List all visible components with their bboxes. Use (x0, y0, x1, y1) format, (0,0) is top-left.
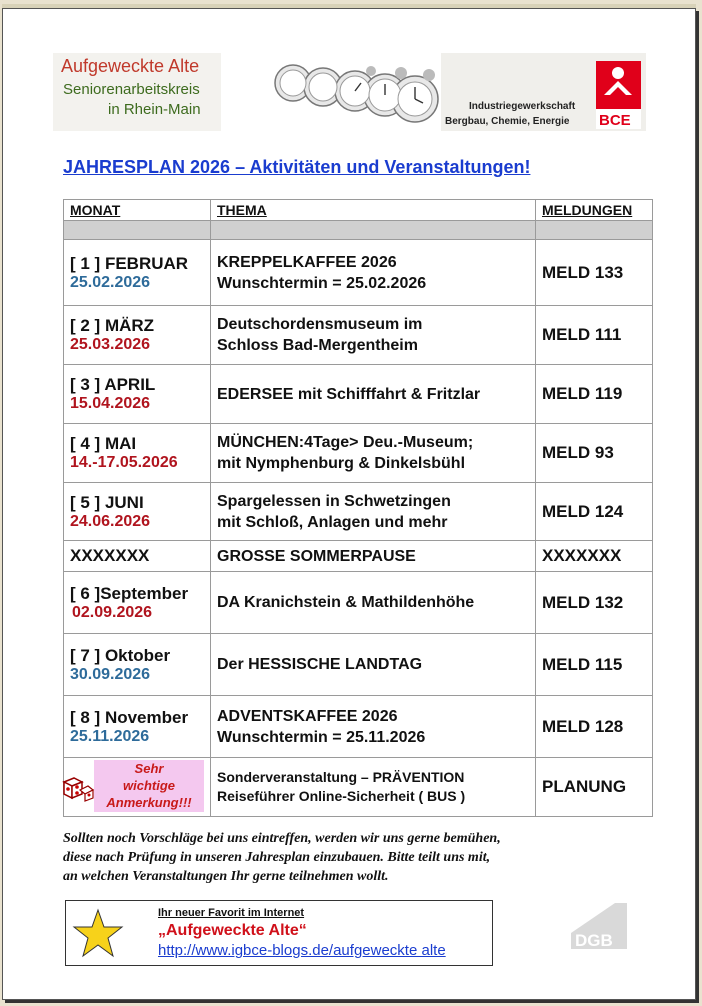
header-meldungen: MELDUNGEN (536, 200, 653, 221)
row-month: [ 4 ] MAI (70, 434, 137, 453)
row-month: XXXXXXX (70, 546, 150, 565)
dice-icon (60, 772, 94, 802)
row-meld: MELD 115 (542, 654, 623, 674)
spacer-row (64, 221, 653, 240)
note-line: wichtige (122, 778, 175, 793)
table-row (64, 240, 653, 306)
note-line: Sehr (134, 761, 164, 776)
important-note-badge (94, 760, 204, 812)
special-note-cell (64, 758, 210, 816)
row-meld: MELD 132 (542, 592, 624, 612)
union-name: Industriegewerkschaft (469, 101, 576, 112)
row-date: 02.09.2026 (72, 603, 153, 621)
row-month: [ 5 ] JUNI (70, 492, 144, 512)
row-meld: MELD 128 (542, 716, 624, 736)
row-date: 15.04.2026 (70, 395, 151, 412)
row-month: [ 8 ] November (70, 707, 189, 727)
row-theme-detail: Schloss Bad-Mergentheim (217, 337, 418, 354)
row-month: [ 1 ] FEBRUAR (70, 253, 189, 273)
logo-region: in Rhein-Main (108, 101, 201, 118)
row-date: 25.02.2026 (70, 273, 151, 291)
row-theme-detail: Wunschtermin = 25.02.2026 (217, 274, 427, 292)
closing-line: an welchen Veranstaltungen Ihr gerne teilnehmen wollt. (63, 869, 389, 884)
igbce-logo (441, 53, 646, 131)
row-date: 30.09.2026 (70, 665, 151, 683)
table-row (64, 634, 653, 696)
table-row-summer-break (64, 541, 653, 572)
favorite-label: Ihr neuer Favorit im Internet (158, 907, 305, 919)
row-theme: ADVENTSKAFFEE 2026 (217, 707, 398, 725)
row-month: [ 6 ]September (70, 583, 189, 603)
row-meld: MELD 119 (542, 384, 623, 403)
favorite-box (65, 900, 493, 966)
row-theme-detail: mit Nymphenburg & Dinkelsbühl (217, 455, 466, 472)
row-meld: MELD 111 (542, 325, 622, 344)
table-row (64, 483, 653, 541)
bce-emblem (596, 61, 641, 129)
table-row (64, 696, 653, 758)
page-title: JAHRESPLAN 2026 – Aktivitäten und Veranstaltungen! (63, 157, 531, 177)
header-thema: THEMA (211, 200, 536, 221)
table-row (64, 306, 653, 365)
closing-line: Sollten noch Vorschläge bei uns eintreffen, werden wir uns gerne bemühen, (63, 831, 501, 846)
document-page (2, 8, 696, 1000)
row-theme: KREPPELKAFFEE 2026 (217, 253, 397, 271)
row-meld: MELD 93 (542, 443, 614, 462)
dgb-logo (567, 899, 631, 953)
row-theme-detail: Wunschtermin = 25.11.2026 (217, 728, 426, 746)
note-line: Anmerkung!!! (106, 795, 192, 810)
header-banner (53, 53, 647, 131)
row-theme-detail: mit Schloß, Anlagen und mehr (217, 513, 448, 531)
aufgeweckte-alte-logo (53, 53, 221, 131)
table-row (64, 572, 653, 634)
logo-title: Aufgeweckte Alte (61, 56, 200, 76)
row-month: [ 7 ] Oktober (70, 645, 171, 665)
table-row-special (64, 758, 653, 817)
alarm-clocks-image (263, 55, 443, 131)
row-meld: MELD 124 (542, 501, 624, 521)
favorite-link[interactable]: http://www.igbce-blogs.de/aufgeweckte alte (158, 942, 446, 959)
closing-line: diese nach Prüfung in unseren Jahresplan einzubauen. Bitte teilt uns mit, (63, 850, 491, 865)
table-row (64, 424, 653, 483)
bce-text: BCE (599, 112, 631, 129)
table-row (64, 365, 653, 424)
favorite-name: „Aufgeweckte Alte“ (158, 922, 307, 939)
union-sectors: Bergbau, Chemie, Energie (445, 116, 570, 127)
annual-plan-table (63, 199, 653, 817)
row-meld: PLANUNG (542, 777, 627, 796)
row-date: 25.11.2026 (70, 727, 150, 745)
logo-subtitle: Seniorenarbeitskreis (63, 81, 200, 98)
row-theme: Spargelessen in Schwetzingen (217, 492, 451, 510)
row-meld: MELD 133 (542, 262, 624, 282)
closing-text (63, 829, 623, 886)
star-icon (72, 908, 124, 958)
row-date: 25.03.2026 (70, 336, 151, 353)
row-month: [ 3 ] APRIL (70, 375, 156, 394)
row-theme: Der HESSISCHE LANDTAG (217, 656, 423, 673)
row-theme: MÜNCHEN:4Tage> Deu.-Museum; (217, 434, 474, 451)
table-header-row (64, 200, 653, 221)
dgb-text: DGB (575, 931, 613, 950)
row-theme: Deutschordensmuseum im (217, 316, 423, 333)
row-date: 24.06.2026 (70, 512, 151, 530)
header-monat: MONAT (64, 200, 211, 221)
row-month: [ 2 ] MÄRZ (70, 316, 155, 335)
row-theme: Sonderveranstaltung – PRÄVENTION (217, 769, 465, 785)
row-theme: EDERSEE mit Schifffahrt & Fritzlar (217, 385, 481, 403)
row-theme: DA Kranichstein & Mathildenhöhe (217, 594, 475, 611)
row-theme-detail: Reiseführer Online-Sicherheit ( BUS ) (217, 788, 466, 804)
row-meld: XXXXXXX (542, 546, 622, 565)
row-theme: GROSSE SOMMERPAUSE (217, 547, 416, 565)
row-date: 14.-17.05.2026 (70, 454, 178, 471)
